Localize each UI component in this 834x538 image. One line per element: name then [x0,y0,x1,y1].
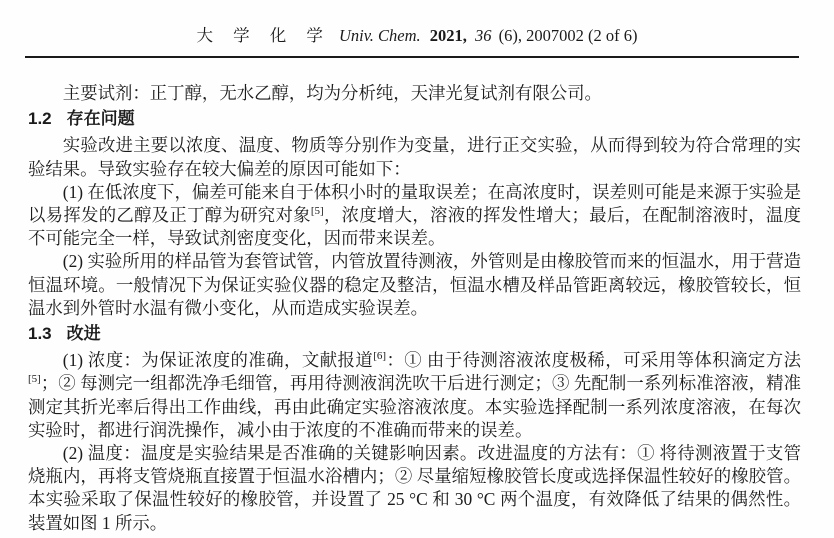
paragraph [28,82,801,105]
paragraph-text: ；② 每测完一组都洗净毛细管，再用待测液润洗吹干后进行测定；③ 先配制一系列标准溶液，精准测定其折光率后得出工作曲线，再由此确定实验溶液浓度。本实验选择配制一系列浓度溶液，在每次实验时，都进行润洗操作，减小由于浓度的不准确而带来的误差。 [28,373,801,440]
paragraph-text: ：① 由于待测溶液浓度极稀，可采用等体积滴定方法 [386,350,801,371]
citation-year: 2021, [429,26,467,45]
section-title: 存在问题 [66,109,135,129]
article-body [28,82,801,535]
paragraph-text: (2) 温度：温度是实验结果是否准确的关键影响因素。改进温度的方法有：① 将待测液置于支管烧瓶内，再将支管烧瓶直接置于恒温水浴槽内；② 尽量缩短橡胶管长度或选择保温性较好的橡胶管。本实验采取了保温性较好的橡胶管，并设置了 25 °C 和 30 °C 两个温度，有效降低了结果的偶然性。装置如图 1 所示。 [28,443,801,533]
paragraph-text: 主要试剂：正丁醇，无水乙醇，均为分析纯，天津光复试剂有限公司。 [62,83,602,103]
paragraph-text: (1) 浓度：为保证浓度的准确，文献报道 [62,350,374,371]
journal-title-en: Univ. Chem. [338,26,421,45]
reference-superscript: [5] [28,373,41,386]
citation-issue-pages: (6), 2007002 (2 of 6) [498,26,638,45]
section-number: 1.3 [28,324,52,344]
section-heading [28,107,801,130]
citation-volume: 36 [475,26,492,45]
section-heading [28,322,801,345]
reference-superscript: [6] [373,350,387,363]
paragraph [28,134,801,180]
running-head [0,0,834,45]
paragraph [28,250,801,320]
paragraph [28,181,801,251]
paragraph-text: 实验改进主要以浓度、温度、物质等分别作为变量，进行正交实验，从而得到较为符合常理的实验结果。导致实验存在较大偏差的原因可能如下： [28,135,801,179]
paragraph [28,442,801,535]
section-number: 1.2 [28,109,52,129]
paragraph-text: (2) 实验所用的样品管为套管试管，内管放置待测液，外管则是由橡胶管而来的恒温水，用于营造恒温环境。一般情况下为保证实验仪器的稳定及整洁，恒温水槽及样品管距离较远，橡胶管较长，恒温水到外管时水温有微小变化，从而造成实验误差。 [28,251,801,318]
section-title: 改进 [66,324,101,344]
paragraph [28,349,801,442]
reference-superscript: [5] [310,205,324,218]
journal-title-cn: 大 学 化 学 [196,26,331,45]
header-rule [25,56,799,58]
paragraph-text: (1) 在低浓度下，偏差可能来自于体积小时的量取误差；在高浓度时，误差则可能是来源于实验是以易挥发的乙醇及正丁醇为研究对象 [28,181,801,226]
paragraph-text: ，浓度增大，溶液的挥发性增大；最后，在配制溶液时，温度不可能完全一样，导致试剂密度变化，因而带来误差。 [28,205,801,249]
